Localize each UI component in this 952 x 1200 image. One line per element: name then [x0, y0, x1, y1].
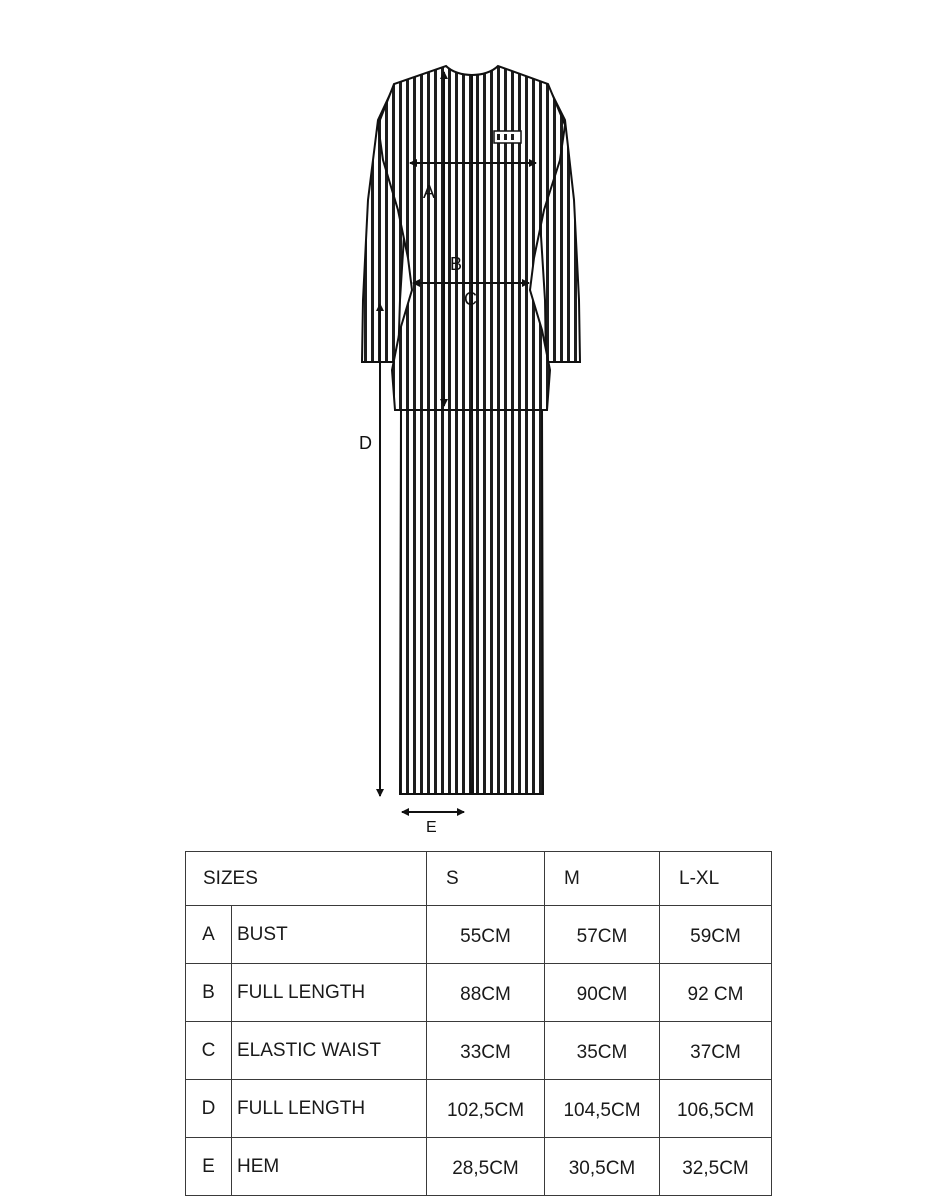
measure-name: FULL LENGTH [232, 964, 427, 1022]
measure-name: ELASTIC WAIST [232, 1022, 427, 1080]
value-m: 30,5CM [545, 1138, 660, 1196]
measure-name: BUST [232, 906, 427, 964]
size-chart-table [185, 851, 772, 1196]
sizes-header: SIZES [186, 852, 427, 906]
table-row [186, 906, 772, 964]
measure-b-label: B [450, 254, 463, 274]
measure-name: HEM [232, 1138, 427, 1196]
measure-name: FULL LENGTH [232, 1080, 427, 1138]
table-row [186, 1138, 772, 1196]
table-row [186, 1022, 772, 1080]
value-s: 28,5CM [427, 1138, 545, 1196]
value-lxl: 37CM [660, 1022, 772, 1080]
measure-code: D [186, 1080, 232, 1138]
measure-a-label: A [423, 182, 436, 202]
size-s-header: S [427, 852, 545, 906]
value-s: 88CM [427, 964, 545, 1022]
value-s: 33CM [427, 1022, 545, 1080]
size-lxl-header: L-XL [660, 852, 772, 906]
value-s: 55CM [427, 906, 545, 964]
value-lxl: 59CM [660, 906, 772, 964]
value-m: 35CM [545, 1022, 660, 1080]
value-s: 102,5CM [427, 1080, 545, 1138]
measure-code: C [186, 1022, 232, 1080]
value-lxl: 92 CM [660, 964, 772, 1022]
size-m-header: M [545, 852, 660, 906]
table-row [186, 1080, 772, 1138]
table-header-row [186, 852, 772, 906]
value-m: 90CM [545, 964, 660, 1022]
measure-d-label: D [359, 433, 372, 453]
measure-code: B [186, 964, 232, 1022]
value-lxl: 106,5CM [660, 1080, 772, 1138]
table-row [186, 964, 772, 1022]
value-lxl: 32,5CM [660, 1138, 772, 1196]
trousers [400, 407, 543, 794]
measure-code: A [186, 906, 232, 964]
measure-e-label: E [426, 819, 437, 836]
measure-code: E [186, 1138, 232, 1196]
value-m: 104,5CM [545, 1080, 660, 1138]
value-m: 57CM [545, 906, 660, 964]
measure-c-label: C [464, 289, 477, 309]
